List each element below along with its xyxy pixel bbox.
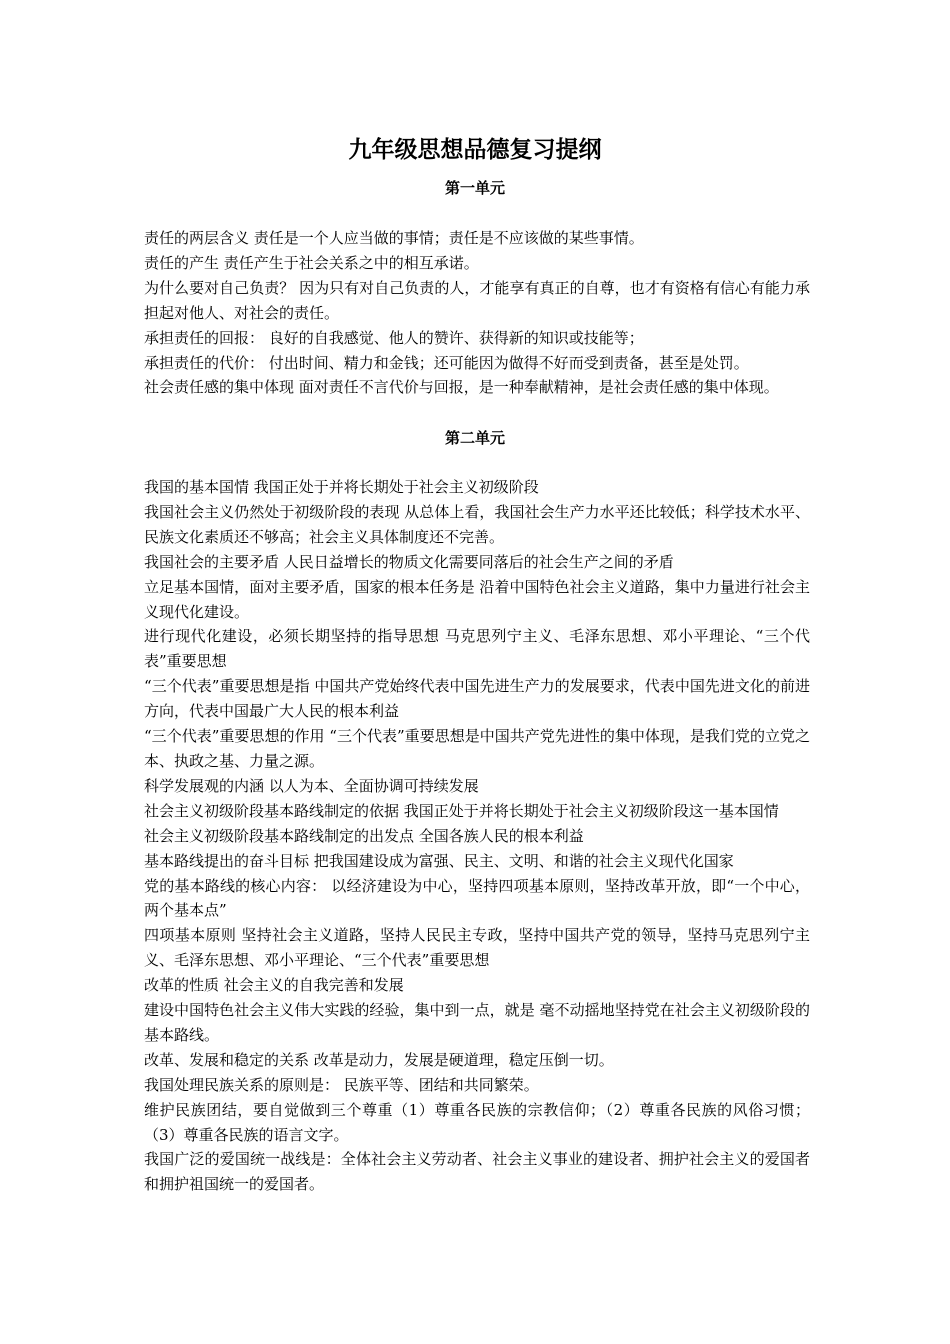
paragraph: 改革、发展和稳定的关系 改革是动力，发展是硬道理，稳定压倒一切。 <box>144 1050 614 1069</box>
unit-1-heading: 第一单元 <box>444 179 505 197</box>
paragraph: 改革的性质 社会主义的自我完善和发展 <box>144 976 404 995</box>
paragraph: 四项基本原则 坚持社会主义道路，坚持人民民主专政，坚持中国共产党的领导，坚持马克思列宁主义、毛泽东思想、邓小平理论、“三个代表”重要思想 <box>144 926 810 970</box>
paragraph: 维护民族团结，要自觉做到三个尊重（1）尊重各民族的宗教信仰；（2）尊重各民族的风俗习惯；（3）尊重各民族的语言文字。 <box>144 1100 810 1144</box>
paragraph: 承担责任的代价： 付出时间、精力和金钱；还可能因为做得不好而受到责备，甚至是处罚。 <box>144 353 749 372</box>
paragraph: 社会责任感的集中体现 面对责任不言代价与回报，是一种奉献精神，是社会责任感的集中体现。 <box>144 378 779 397</box>
paragraph: 我国社会主义仍然处于初级阶段的表现 从总体上看，我国社会生产力水平还比较低；科学技术水平、民族文化素质还不够高；社会主义具体制度还不完善。 <box>144 502 810 546</box>
paragraph: 我国处理民族关系的原则是： 民族平等、团结和共同繁荣。 <box>144 1075 539 1094</box>
paragraph: 我国的基本国情 我国正处于并将长期处于社会主义初级阶段 <box>144 478 539 496</box>
paragraph: 为什么要对自己负责？ 因为只有对自己负责的人，才能享有真正的自尊，也才有资格有信心有能力承担起对他人、对社会的责任。 <box>144 278 810 322</box>
paragraph: 科学发展观的内涵 以人为本、全面协调可持续发展 <box>144 776 479 795</box>
paragraph: 社会主义初级阶段基本路线制定的依据 我国正处于并将长期处于社会主义初级阶段这一基本国情 <box>144 801 779 820</box>
unit-2-heading: 第二单元 <box>444 429 505 447</box>
paragraph: 责任的产生 责任产生于社会关系之中的相互承诺。 <box>144 253 479 272</box>
paragraph: 建设中国特色社会主义伟大实践的经验，集中到一点，就是 毫不动摇地坚持党在社会主义初级阶段的基本路线。 <box>144 1001 810 1044</box>
paragraph: 党的基本路线的核心内容： 以经济建设为中心，坚持四项基本原则，坚持改革开放，即“一个中心，两个基本点” <box>144 876 810 920</box>
paragraph: 我国广泛的爱国统一战线是：全体社会主义劳动者、社会主义事业的建设者、拥护社会主义的爱国者和拥护祖国统一的爱国者。 <box>144 1150 810 1194</box>
paragraph: 承担责任的回报： 良好的自我感觉、他人的赞许、获得新的知识或技能等； <box>144 328 644 347</box>
paragraph: “三个代表”重要思想是指 中国共产党始终代表中国先进生产力的发展要求，代表中国先进文化的前进方向，代表中国最广大人民的根本利益 <box>144 677 810 721</box>
paragraph: 基本路线提出的奋斗目标 把我国建设成为富强、民主、文明、和谐的社会主义现代化国家 <box>144 851 734 870</box>
document-title: 九年级思想品德复习提纲 <box>348 136 602 163</box>
unit-1-content <box>144 226 810 400</box>
paragraph: 社会主义初级阶段基本路线制定的出发点 全国各族人民的根本利益 <box>144 826 584 845</box>
paragraph: 我国社会的主要矛盾 人民日益增长的物质文化需要同落后的社会生产之间的矛盾 <box>144 552 674 571</box>
paragraph: 进行现代化建设，必须长期坚持的指导思想 马克思列宁主义、毛泽东思想、邓小平理论、“三个代表”重要思想 <box>144 627 810 671</box>
paragraph: 立足基本国情，面对主要矛盾，国家的根本任务是 沿着中国特色社会主义道路，集中力量进行社会主义现代化建设。 <box>144 577 810 621</box>
paragraph: “三个代表”重要思想的作用 “三个代表”重要思想是中国共产党先进性的集中体现，是我们党的立党之本、执政之基、力量之源。 <box>144 727 810 770</box>
paragraph: 责任的两层含义 责任是一个人应当做的事情；责任是不应该做的某些事情。 <box>144 229 644 247</box>
unit-2-content <box>144 475 810 1197</box>
